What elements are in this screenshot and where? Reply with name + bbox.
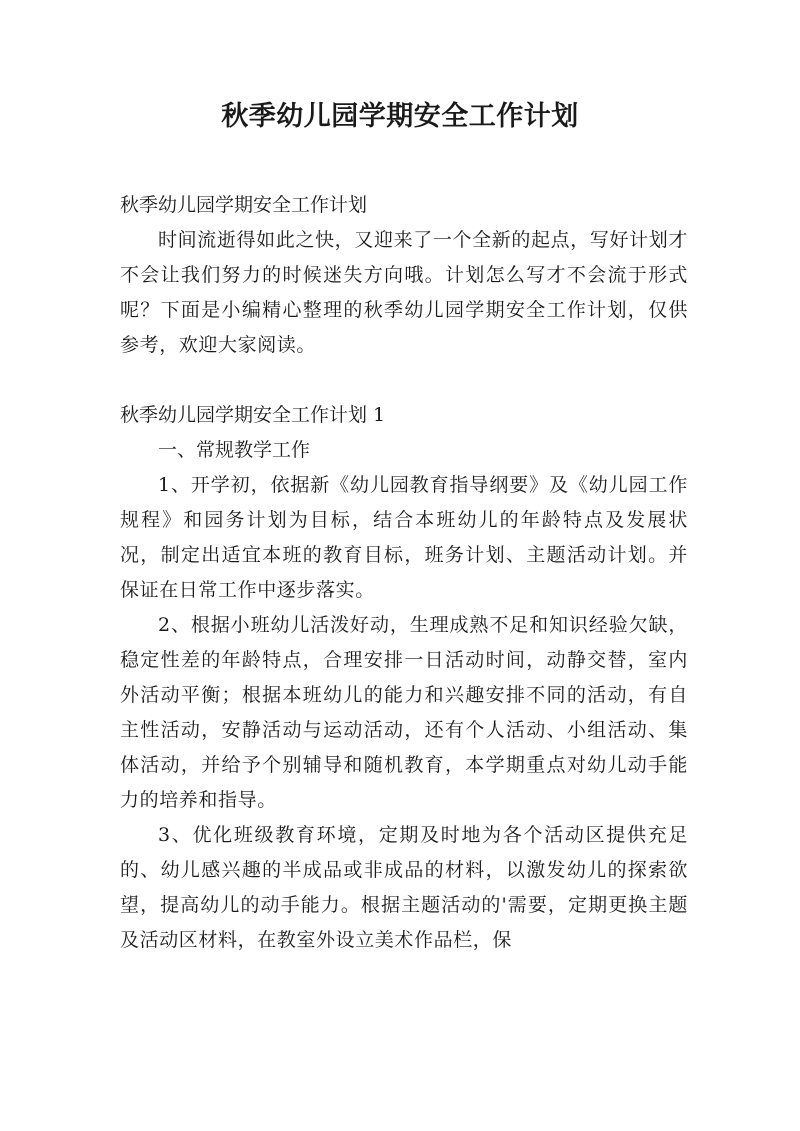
document-body bbox=[120, 188, 688, 958]
intro-heading: 秋季幼儿园学期安全工作计划 bbox=[120, 194, 368, 216]
subsection-heading: 一、常规教学工作 bbox=[158, 439, 311, 461]
paragraph-spacer bbox=[120, 363, 688, 398]
body-paragraph-2: 2、根据小班幼儿活泼好动，生理成熟不足和知识经验欠缺，稳定性差的年龄特点，合理安排一日活动时间，动静交替，室内外活动平衡；根据本班幼儿的能力和兴趣安排不同的活动，有自主性活动，安静活动与运动活动，还有个人活动、小组活动、集体活动，并给予个别辅导和随机教育，本学期重点对幼儿动手能力的培养和指导。 bbox=[120, 614, 688, 811]
document-title: 秋季幼儿园学期安全工作计划 bbox=[221, 101, 579, 132]
body-paragraph-1: 1、开学初，依据新《幼儿园教育指导纲要》及《幼儿园工作规程》和园务计划为目标，结合本班幼儿的年龄特点及发展状况，制定出适宜本班的教育目标，班务计划、主题活动计划。并保证在日常工作中逐步落实。 bbox=[120, 474, 688, 601]
body-paragraph-3: 3、优化班级教育环境，定期及时地为各个活动区提供充足的、幼儿感兴趣的半成品或非成品的材料，以激发幼儿的探索欲望，提高幼儿的动手能力。根据主题活动的'需要，定期更换主题及活动区材料，在教室外设立美术作品栏，保 bbox=[120, 824, 688, 951]
section-heading: 秋季幼儿园学期安全工作计划 1 bbox=[120, 404, 386, 426]
intro-paragraph: 时间流逝得如此之快，又迎来了一个全新的起点，写好计划才不会让我们努力的时候迷失方向哦。计划怎么写才不会流于形式呢？下面是小编精心整理的秋季幼儿园学期安全工作计划，仅供参考，欢迎大家阅读。 bbox=[120, 229, 688, 356]
